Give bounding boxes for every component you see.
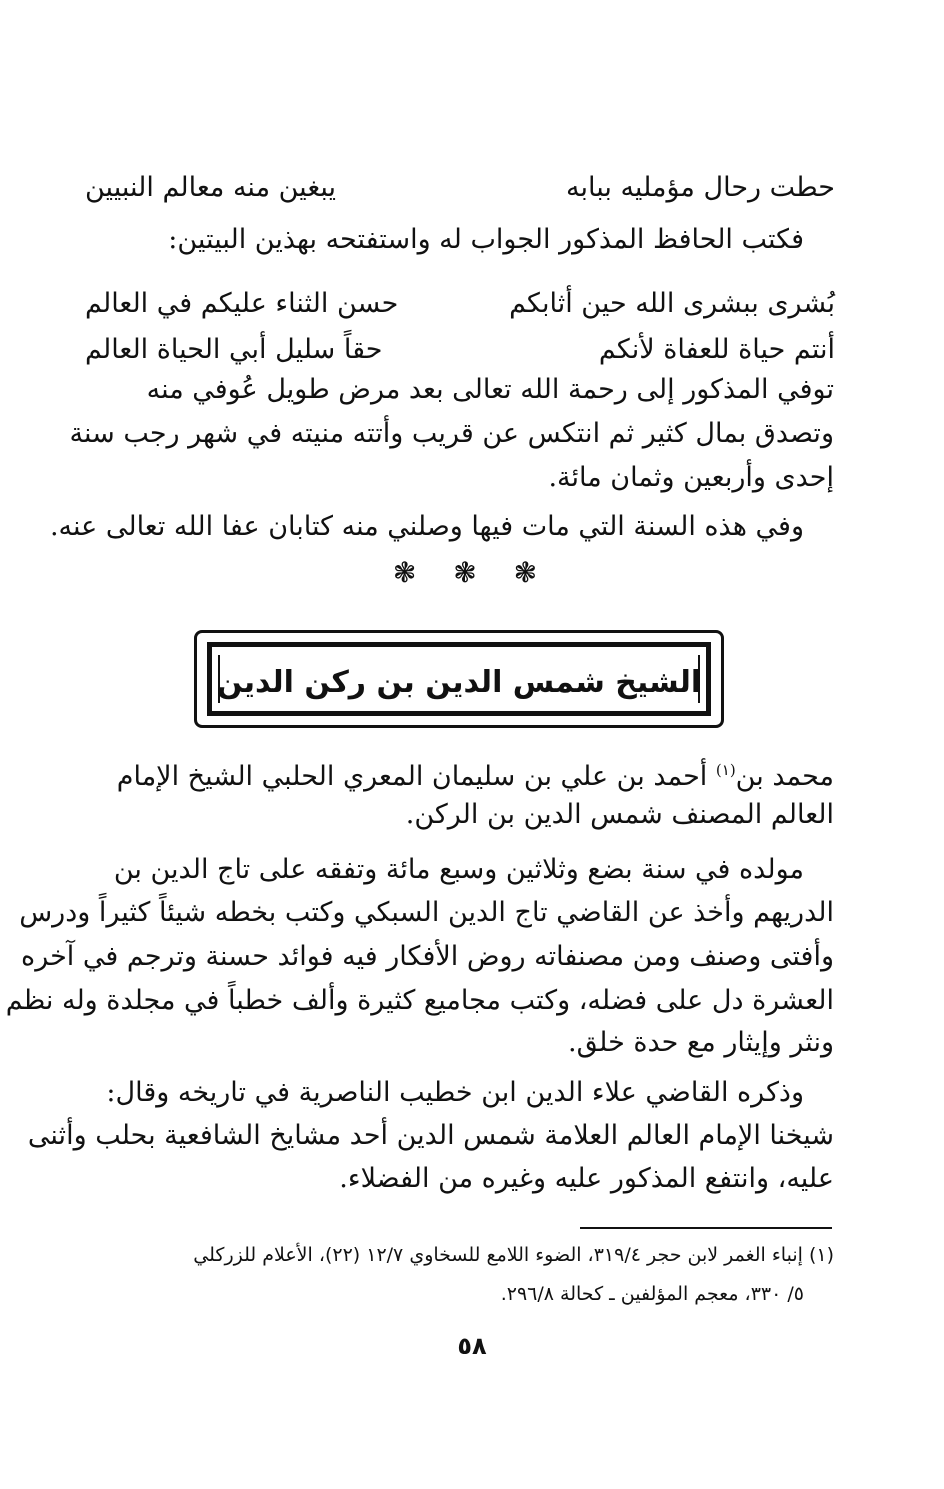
intro-line: فكتب الحافظ المذكور الجواب له واستفتحه بهذين البيتين:: [168, 224, 804, 255]
verse-line-3: [85, 330, 835, 370]
verse-1-second-hemistich: يبغين منه معالم النبيين: [85, 172, 337, 203]
verse-3-first-hemistich: أنتم حياة للعفاة لأنكم: [598, 334, 835, 365]
footnote-rule: [580, 1227, 832, 1229]
verse-1-first-hemistich: حطت رحال مؤمليه ببابه: [566, 172, 835, 203]
verse-line-2: [85, 284, 835, 324]
verse-2-first-hemistich: بُشرى ببشرى الله حين أثابكم: [509, 288, 835, 319]
para1-line-1: توفي المذكور إلى رحمة الله تعالى بعد مرض طويل عُوفي منه: [146, 374, 834, 405]
para1-line-2: وتصدق بمال كثير ثم انتكس عن قريب وأتته منيته في شهر رجب سنة: [69, 418, 834, 449]
section-separator: ❃ ❃ ❃: [392, 556, 552, 589]
para4-line-3: عليه، وانتفع المذكور عليه وغيره من الفضلاء.: [339, 1163, 834, 1194]
heading-frame: [194, 630, 724, 728]
para3-line-4: العشرة دل على فضله، وكتب مجاميع كثيرة وألف خطباً في مجلدة وله نظم: [5, 985, 834, 1016]
para4-line-2: شيخنا الإمام العالم العلامة شمس الدين أحد مشايخ الشافعية بحلب وأثنى: [27, 1120, 834, 1151]
heading-frame-inner: [207, 642, 711, 716]
para3-line-3: وأفتى وصنف ومن مصنفاته روض الأفكار فيه فوائد حسنة وترجم في آخره: [21, 941, 834, 972]
para4-line-1: وذكره القاضي علاء الدين ابن خطيب الناصرية في تاريخه وقال:: [106, 1077, 804, 1108]
bio-line-1-rest: أحمد بن علي بن سليمان المعري الحلبي الشيخ الإمام: [116, 761, 716, 792]
verse-3-second-hemistich: حقاً سليل أبي الحياة العالم: [85, 334, 383, 365]
para1-line-3: إحدى وأربعين وثمان مائة.: [548, 462, 834, 493]
bio-line-1: [117, 750, 834, 797]
para3-line-1: مولده في سنة بضع وثلاثين وسبع مائة وتفقه على تاج الدين بن: [113, 854, 804, 885]
footnote-line-2: ٥/ ٣٣٠، معجم المؤلفين ـ كحالة ٢٩٦/٨.: [500, 1283, 804, 1305]
bio-line-2: العالم المصنف شمس الدين بن الركن.: [405, 799, 834, 830]
para2-line: وفي هذه السنة التي مات فيها وصلني منه كتابان عفا الله تعالى عنه.: [49, 511, 804, 542]
verse-line-1: [85, 168, 835, 208]
verse-2-second-hemistich: حسن الثناء عليكم في العالم: [85, 288, 399, 319]
para3-line-5: ونثر وإيثار مع حدة خلق.: [568, 1027, 834, 1058]
footnote-ref: (١): [715, 761, 736, 779]
bio-line-1-start: محمد بن: [735, 761, 834, 792]
page-number: ٥٨: [457, 1332, 487, 1360]
footnote-line-1: (١) إنباء الغمر لابن حجر ٣١٩/٤، الضوء اللامع للسخاوي ١٢/٧ (٢٢)، الأعلام للزركلي: [193, 1244, 834, 1266]
section-heading: الشيخ شمس الدين بن ركن الدين: [216, 665, 702, 700]
para3-line-2: الدريهم وأخذ عن القاضي تاج الدين السبكي وكتب بخطه شيئاً كثيراً ودرس: [19, 897, 834, 928]
